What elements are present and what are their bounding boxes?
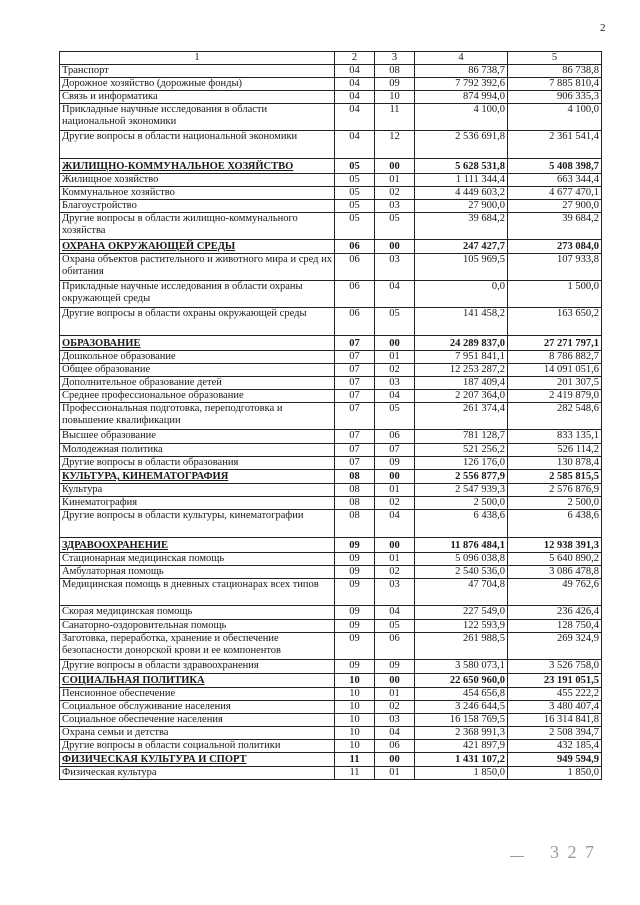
row-name-cell: Стационарная медицинская помощь bbox=[60, 553, 335, 566]
table-row bbox=[60, 377, 602, 390]
row-subsection-code: 09 bbox=[375, 660, 415, 674]
row-subsection-code: 02 bbox=[375, 701, 415, 714]
row-value-year2: 6 438,6 bbox=[508, 510, 602, 538]
header-cell-section: 2 bbox=[335, 52, 375, 65]
row-section-code: 09 bbox=[335, 579, 375, 606]
table-row bbox=[60, 308, 602, 336]
row-section-code: 07 bbox=[335, 390, 375, 403]
row-section-code: 10 bbox=[335, 688, 375, 701]
budget-table bbox=[59, 51, 602, 780]
row-name-cell: Амбулаторная помощь bbox=[60, 566, 335, 579]
row-value-year1: 86 738,7 bbox=[415, 65, 508, 78]
row-section-code: 09 bbox=[335, 606, 375, 620]
row-name-cell: Жилищное хозяйство bbox=[60, 174, 335, 187]
row-value-year1: 2 207 364,0 bbox=[415, 390, 508, 403]
row-name-cell: ОХРАНА ОКРУЖАЮЩЕЙ СРЕДЫ bbox=[60, 240, 335, 254]
row-value-year1: 16 158 769,5 bbox=[415, 714, 508, 727]
row-value-year1: 126 176,0 bbox=[415, 457, 508, 470]
row-value-year1: 874 994,0 bbox=[415, 91, 508, 104]
row-section-code: 06 bbox=[335, 308, 375, 336]
row-subsection-code: 00 bbox=[375, 538, 415, 553]
row-value-year1: 5 628 531,8 bbox=[415, 159, 508, 174]
row-section-code: 10 bbox=[335, 740, 375, 753]
table-row bbox=[60, 254, 602, 281]
row-subsection-code: 00 bbox=[375, 336, 415, 351]
row-value-year2: 663 344,4 bbox=[508, 174, 602, 187]
row-section-code: 07 bbox=[335, 457, 375, 470]
row-value-year2: 49 762,6 bbox=[508, 579, 602, 606]
page-number: 2 bbox=[600, 22, 606, 34]
row-name-cell: Высшее образование bbox=[60, 430, 335, 444]
row-subsection-code: 01 bbox=[375, 174, 415, 187]
row-name-cell: Профессиональная подготовка, переподготовка и повышение квалификации bbox=[60, 403, 335, 430]
table-row bbox=[60, 78, 602, 91]
row-value-year2: 236 426,4 bbox=[508, 606, 602, 620]
row-subsection-code: 05 bbox=[375, 308, 415, 336]
row-subsection-code: 02 bbox=[375, 187, 415, 200]
table-row bbox=[60, 364, 602, 377]
row-name-cell: ЗДРАВООХРАНЕНИЕ bbox=[60, 538, 335, 553]
header-cell-subsection: 3 bbox=[375, 52, 415, 65]
row-value-year1: 4 449 603,2 bbox=[415, 187, 508, 200]
row-name-cell: Заготовка, переработка, хранение и обеспечение безопасности донорской крови и ее компонентов bbox=[60, 633, 335, 660]
row-value-year2: 16 314 841,8 bbox=[508, 714, 602, 727]
row-subsection-code: 10 bbox=[375, 91, 415, 104]
row-value-year2: 27 271 797,1 bbox=[508, 336, 602, 351]
row-value-year1: 187 409,4 bbox=[415, 377, 508, 390]
row-name-cell: Общее образование bbox=[60, 364, 335, 377]
table-row bbox=[60, 65, 602, 78]
row-name-cell: Прикладные научные исследования в области охраны окружающей среды bbox=[60, 281, 335, 308]
row-name-cell: Другие вопросы в области жилищно-коммунального хозяйства bbox=[60, 213, 335, 240]
table-row bbox=[60, 566, 602, 579]
row-subsection-code: 01 bbox=[375, 351, 415, 364]
row-section-code: 10 bbox=[335, 727, 375, 740]
row-value-year2: 526 114,2 bbox=[508, 444, 602, 457]
row-value-year1: 454 656,8 bbox=[415, 688, 508, 701]
row-subsection-code: 09 bbox=[375, 457, 415, 470]
row-section-code: 05 bbox=[335, 213, 375, 240]
table-row bbox=[60, 403, 602, 430]
row-value-year1: 39 684,2 bbox=[415, 213, 508, 240]
row-value-year2: 23 191 051,5 bbox=[508, 674, 602, 688]
row-subsection-code: 01 bbox=[375, 553, 415, 566]
row-value-year2: 107 933,8 bbox=[508, 254, 602, 281]
row-section-code: 09 bbox=[335, 660, 375, 674]
row-section-code: 07 bbox=[335, 444, 375, 457]
row-name-cell: Дополнительное образование детей bbox=[60, 377, 335, 390]
table-row bbox=[60, 91, 602, 104]
row-subsection-code: 05 bbox=[375, 213, 415, 240]
table-row bbox=[60, 497, 602, 510]
table-header-row bbox=[60, 52, 602, 65]
row-value-year1: 3 246 644,5 bbox=[415, 701, 508, 714]
row-value-year1: 12 253 287,2 bbox=[415, 364, 508, 377]
row-section-code: 05 bbox=[335, 200, 375, 213]
row-subsection-code: 05 bbox=[375, 620, 415, 633]
row-value-year1: 22 650 960,0 bbox=[415, 674, 508, 688]
row-value-year1: 261 374,4 bbox=[415, 403, 508, 430]
row-value-year2: 273 084,0 bbox=[508, 240, 602, 254]
row-name-cell: Культура bbox=[60, 484, 335, 497]
row-value-year1: 7 792 392,6 bbox=[415, 78, 508, 91]
row-value-year1: 6 438,6 bbox=[415, 510, 508, 538]
row-value-year2: 906 335,3 bbox=[508, 91, 602, 104]
row-name-cell: ЖИЛИЩНО-КОММУНАЛЬНОЕ ХОЗЯЙСТВО bbox=[60, 159, 335, 174]
row-section-code: 06 bbox=[335, 254, 375, 281]
table-row bbox=[60, 510, 602, 538]
row-name-cell: Дошкольное образование bbox=[60, 351, 335, 364]
table-row bbox=[60, 727, 602, 740]
row-value-year1: 2 368 991,3 bbox=[415, 727, 508, 740]
row-value-year2: 2 361 541,4 bbox=[508, 131, 602, 159]
row-section-code: 10 bbox=[335, 714, 375, 727]
row-section-code: 08 bbox=[335, 470, 375, 484]
row-section-code: 09 bbox=[335, 538, 375, 553]
row-name-cell: Пенсионное обеспечение bbox=[60, 688, 335, 701]
row-value-year1: 1 111 344,4 bbox=[415, 174, 508, 187]
table-row bbox=[60, 390, 602, 403]
row-value-year1: 7 951 841,1 bbox=[415, 351, 508, 364]
row-subsection-code: 03 bbox=[375, 579, 415, 606]
row-value-year1: 1 850,0 bbox=[415, 767, 508, 780]
section-row bbox=[60, 538, 602, 553]
row-value-year1: 1 431 107,2 bbox=[415, 753, 508, 767]
row-subsection-code: 00 bbox=[375, 753, 415, 767]
table-row bbox=[60, 740, 602, 753]
row-value-year2: 5 408 398,7 bbox=[508, 159, 602, 174]
row-name-cell: Санаторно-оздоровительная помощь bbox=[60, 620, 335, 633]
row-subsection-code: 04 bbox=[375, 281, 415, 308]
row-subsection-code: 03 bbox=[375, 377, 415, 390]
row-value-year2: 282 548,6 bbox=[508, 403, 602, 430]
row-value-year1: 0,0 bbox=[415, 281, 508, 308]
row-value-year1: 2 540 536,0 bbox=[415, 566, 508, 579]
row-value-year2: 269 324,9 bbox=[508, 633, 602, 660]
table-row bbox=[60, 688, 602, 701]
table-row bbox=[60, 444, 602, 457]
row-name-cell: Другие вопросы в области образования bbox=[60, 457, 335, 470]
row-value-year2: 27 900,0 bbox=[508, 200, 602, 213]
row-subsection-code: 09 bbox=[375, 78, 415, 91]
row-name-cell: КУЛЬТУРА, КИНЕМАТОГРАФИЯ bbox=[60, 470, 335, 484]
row-name-cell: Транспорт bbox=[60, 65, 335, 78]
row-value-year2: 833 135,1 bbox=[508, 430, 602, 444]
row-name-cell: Медицинская помощь в дневных стационарах всех типов bbox=[60, 579, 335, 606]
row-name-cell: Коммунальное хозяйство bbox=[60, 187, 335, 200]
row-name-cell: Социальное обеспечение населения bbox=[60, 714, 335, 727]
row-value-year1: 5 096 038,8 bbox=[415, 553, 508, 566]
row-value-year1: 24 289 837,0 bbox=[415, 336, 508, 351]
row-section-code: 05 bbox=[335, 159, 375, 174]
row-section-code: 07 bbox=[335, 403, 375, 430]
row-subsection-code: 02 bbox=[375, 566, 415, 579]
row-subsection-code: 04 bbox=[375, 727, 415, 740]
row-value-year2: 2 500,0 bbox=[508, 497, 602, 510]
table-row bbox=[60, 430, 602, 444]
row-value-year1: 4 100,0 bbox=[415, 104, 508, 131]
row-value-year1: 47 704,8 bbox=[415, 579, 508, 606]
row-value-year2: 14 091 051,6 bbox=[508, 364, 602, 377]
row-value-year2: 2 576 876,9 bbox=[508, 484, 602, 497]
row-section-code: 04 bbox=[335, 78, 375, 91]
row-subsection-code: 02 bbox=[375, 497, 415, 510]
row-name-cell: Охрана семьи и детства bbox=[60, 727, 335, 740]
row-value-year1: 141 458,2 bbox=[415, 308, 508, 336]
row-name-cell: Связь и информатика bbox=[60, 91, 335, 104]
row-subsection-code: 00 bbox=[375, 240, 415, 254]
row-subsection-code: 06 bbox=[375, 740, 415, 753]
section-row bbox=[60, 336, 602, 351]
row-subsection-code: 01 bbox=[375, 767, 415, 780]
row-section-code: 06 bbox=[335, 281, 375, 308]
table-row bbox=[60, 714, 602, 727]
row-value-year1: 2 536 691,8 bbox=[415, 131, 508, 159]
row-subsection-code: 11 bbox=[375, 104, 415, 131]
row-name-cell: Другие вопросы в области здравоохранения bbox=[60, 660, 335, 674]
section-row bbox=[60, 753, 602, 767]
row-value-year2: 455 222,2 bbox=[508, 688, 602, 701]
row-name-cell: Социальное обслуживание населения bbox=[60, 701, 335, 714]
row-subsection-code: 05 bbox=[375, 403, 415, 430]
table-row bbox=[60, 174, 602, 187]
row-name-cell: Прикладные научные исследования в области национальной экономики bbox=[60, 104, 335, 131]
row-subsection-code: 03 bbox=[375, 200, 415, 213]
row-section-code: 04 bbox=[335, 131, 375, 159]
row-name-cell: Другие вопросы в области культуры, кинематографии bbox=[60, 510, 335, 538]
row-section-code: 05 bbox=[335, 174, 375, 187]
row-subsection-code: 01 bbox=[375, 688, 415, 701]
table-row bbox=[60, 579, 602, 606]
row-subsection-code: 12 bbox=[375, 131, 415, 159]
row-value-year1: 2 500,0 bbox=[415, 497, 508, 510]
row-section-code: 09 bbox=[335, 553, 375, 566]
row-value-year1: 521 256,2 bbox=[415, 444, 508, 457]
section-row bbox=[60, 240, 602, 254]
row-name-cell: Кинематография bbox=[60, 497, 335, 510]
row-value-year2: 130 878,4 bbox=[508, 457, 602, 470]
row-value-year2: 163 650,2 bbox=[508, 308, 602, 336]
row-section-code: 05 bbox=[335, 187, 375, 200]
row-value-year2: 86 738,8 bbox=[508, 65, 602, 78]
table-row bbox=[60, 187, 602, 200]
row-name-cell: ФИЗИЧЕСКАЯ КУЛЬТУРА И СПОРТ bbox=[60, 753, 335, 767]
table-row bbox=[60, 633, 602, 660]
section-row bbox=[60, 159, 602, 174]
row-section-code: 11 bbox=[335, 767, 375, 780]
row-subsection-code: 03 bbox=[375, 714, 415, 727]
row-subsection-code: 08 bbox=[375, 65, 415, 78]
row-subsection-code: 03 bbox=[375, 254, 415, 281]
row-name-cell: Скорая медицинская помощь bbox=[60, 606, 335, 620]
row-value-year1: 781 128,7 bbox=[415, 430, 508, 444]
row-value-year2: 128 750,4 bbox=[508, 620, 602, 633]
row-section-code: 07 bbox=[335, 364, 375, 377]
row-name-cell: Среднее профессиональное образование bbox=[60, 390, 335, 403]
row-value-year1: 27 900,0 bbox=[415, 200, 508, 213]
row-subsection-code: 00 bbox=[375, 674, 415, 688]
row-name-cell: ОБРАЗОВАНИЕ bbox=[60, 336, 335, 351]
row-section-code: 04 bbox=[335, 65, 375, 78]
row-section-code: 07 bbox=[335, 377, 375, 390]
row-value-year1: 122 593,9 bbox=[415, 620, 508, 633]
row-name-cell: Другие вопросы в области социальной политики bbox=[60, 740, 335, 753]
row-value-year2: 201 307,5 bbox=[508, 377, 602, 390]
row-value-year2: 2 419 879,0 bbox=[508, 390, 602, 403]
row-subsection-code: 04 bbox=[375, 390, 415, 403]
table-row bbox=[60, 131, 602, 159]
row-section-code: 07 bbox=[335, 336, 375, 351]
row-value-year1: 247 427,7 bbox=[415, 240, 508, 254]
row-value-year2: 3 526 758,0 bbox=[508, 660, 602, 674]
row-subsection-code: 04 bbox=[375, 510, 415, 538]
row-section-code: 04 bbox=[335, 104, 375, 131]
row-name-cell: Другие вопросы в области национальной экономики bbox=[60, 131, 335, 159]
row-value-year1: 3 580 073,1 bbox=[415, 660, 508, 674]
table-row bbox=[60, 606, 602, 620]
table-row bbox=[60, 701, 602, 714]
table-row bbox=[60, 281, 602, 308]
row-value-year2: 3 086 478,8 bbox=[508, 566, 602, 579]
row-name-cell: Охрана объектов растительного и животного мира и сред их обитания bbox=[60, 254, 335, 281]
row-section-code: 09 bbox=[335, 633, 375, 660]
row-name-cell: Благоустройство bbox=[60, 200, 335, 213]
row-value-year2: 1 850,0 bbox=[508, 767, 602, 780]
row-value-year2: 2 585 815,5 bbox=[508, 470, 602, 484]
header-cell-year1: 4 bbox=[415, 52, 508, 65]
table-row bbox=[60, 213, 602, 240]
row-subsection-code: 06 bbox=[375, 430, 415, 444]
row-section-code: 10 bbox=[335, 701, 375, 714]
row-value-year2: 4 677 470,1 bbox=[508, 187, 602, 200]
row-subsection-code: 04 bbox=[375, 606, 415, 620]
row-value-year2: 1 500,0 bbox=[508, 281, 602, 308]
row-value-year2: 2 508 394,7 bbox=[508, 727, 602, 740]
row-value-year2: 3 480 407,4 bbox=[508, 701, 602, 714]
row-name-cell: Другие вопросы в области охраны окружающей среды bbox=[60, 308, 335, 336]
section-row bbox=[60, 470, 602, 484]
row-section-code: 11 bbox=[335, 753, 375, 767]
row-section-code: 09 bbox=[335, 620, 375, 633]
archive-stamp: 3 2 7 bbox=[550, 842, 596, 862]
table-row bbox=[60, 351, 602, 364]
row-value-year1: 2 556 877,9 bbox=[415, 470, 508, 484]
row-value-year2: 39 684,2 bbox=[508, 213, 602, 240]
row-section-code: 08 bbox=[335, 497, 375, 510]
row-value-year2: 432 185,4 bbox=[508, 740, 602, 753]
row-name-cell: Дорожное хозяйство (дорожные фонды) bbox=[60, 78, 335, 91]
row-section-code: 07 bbox=[335, 351, 375, 364]
row-value-year1: 105 969,5 bbox=[415, 254, 508, 281]
header-cell-year2: 5 bbox=[508, 52, 602, 65]
row-section-code: 04 bbox=[335, 91, 375, 104]
table-row bbox=[60, 104, 602, 131]
row-value-year1: 11 876 484,1 bbox=[415, 538, 508, 553]
table-row bbox=[60, 767, 602, 780]
row-name-cell: СОЦИАЛЬНАЯ ПОЛИТИКА bbox=[60, 674, 335, 688]
row-value-year2: 5 640 890,2 bbox=[508, 553, 602, 566]
row-value-year2: 949 594,9 bbox=[508, 753, 602, 767]
row-value-year2: 12 938 391,3 bbox=[508, 538, 602, 553]
row-subsection-code: 00 bbox=[375, 159, 415, 174]
row-value-year1: 261 988,5 bbox=[415, 633, 508, 660]
row-value-year2: 7 885 810,4 bbox=[508, 78, 602, 91]
row-subsection-code: 01 bbox=[375, 484, 415, 497]
table-row bbox=[60, 457, 602, 470]
header-cell-name: 1 bbox=[60, 52, 335, 65]
row-value-year1: 421 897,9 bbox=[415, 740, 508, 753]
table-row bbox=[60, 660, 602, 674]
table-row bbox=[60, 553, 602, 566]
table-row bbox=[60, 200, 602, 213]
row-value-year1: 227 549,0 bbox=[415, 606, 508, 620]
row-name-cell: Физическая культура bbox=[60, 767, 335, 780]
row-section-code: 07 bbox=[335, 430, 375, 444]
row-name-cell: Молодежная политика bbox=[60, 444, 335, 457]
row-value-year2: 4 100,0 bbox=[508, 104, 602, 131]
row-value-year1: 2 547 939,3 bbox=[415, 484, 508, 497]
row-section-code: 08 bbox=[335, 484, 375, 497]
row-subsection-code: 06 bbox=[375, 633, 415, 660]
table-row bbox=[60, 620, 602, 633]
row-subsection-code: 07 bbox=[375, 444, 415, 457]
section-row bbox=[60, 674, 602, 688]
row-section-code: 09 bbox=[335, 566, 375, 579]
row-subsection-code: 02 bbox=[375, 364, 415, 377]
table-row bbox=[60, 484, 602, 497]
row-section-code: 06 bbox=[335, 240, 375, 254]
row-subsection-code: 00 bbox=[375, 470, 415, 484]
stamp-dash bbox=[510, 856, 524, 857]
row-section-code: 08 bbox=[335, 510, 375, 538]
row-value-year2: 8 786 882,7 bbox=[508, 351, 602, 364]
row-section-code: 10 bbox=[335, 674, 375, 688]
